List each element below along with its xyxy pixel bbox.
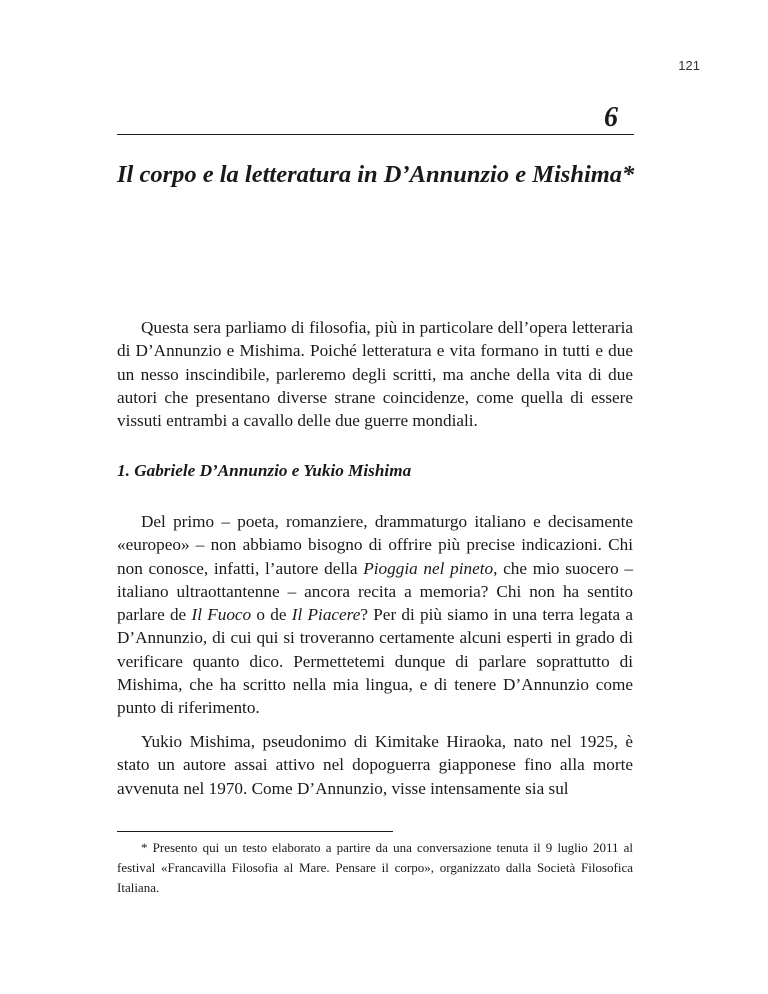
paragraph-dannunzio [117, 510, 633, 720]
chapter-rule [117, 134, 634, 135]
work-title-piacere: Il Piacere [291, 605, 361, 625]
paragraph-text: , che mio suocero – italiano ultraottantenne – ancora recita a memoria? Chi non ha sentito parlare de [117, 558, 633, 625]
work-title-fuoco: Il Fuoco [191, 605, 252, 625]
footnote-rule [117, 831, 393, 832]
paragraph-text: o de [251, 605, 292, 625]
footnote: * Presento qui un testo elaborato a partire da una conversazione tenuta il 9 luglio 2011 al festival «Francavilla Filosofia al Mare. Pensare il corpo», organizzato dalla Società Filosofica Italiana. [117, 840, 633, 895]
page-number: 121 [678, 58, 700, 73]
paragraph-text: Del primo – poeta, romanziere, drammaturgo italiano e decisamente «europeo» – non abbiamo bisogno di offrire più precise indicazioni. Chi non conosce, infatti, l’autore della [117, 512, 633, 578]
paragraph-mishima: Yukio Mishima, pseudonimo di Kimitake Hiraoka, nato nel 1925, è stato un autore assai attivo nel dopoguerra giapponese fino alla morte avvenuta nel 1970. Come D’Annunzio, visse intensamente sia sul [117, 732, 633, 798]
section-heading: 1. Gabriele D’Annunzio e Yukio Mishima [117, 461, 412, 480]
paragraph-intro: Questa sera parliamo di filosofia, più in particolare dell’opera letteraria di D’Annunzio e Mishima. Poiché letteratura e vita formano in tutti e due un nesso inscindibile, parleremo degli scritti, ma anche della vita di due autori che presentano diverse strane coincidenze, come quella di essere vissuti entrambi a cavallo delle due guerre mondiali. [117, 318, 633, 431]
chapter-title: Il corpo e la letteratura in D’Annunzio e Mishima* [117, 161, 635, 188]
chapter-number: 6 [604, 102, 618, 133]
paragraph-text: ? Per di più siamo in una terra legata a D’Annunzio, di cui qui si troveranno certamente alcuni esperti in grado di verificare quanto dico. Permettetemi dunque di parlare soprattutto di Mishima, che ha scritto nella mia lingua, e di tenere D’Annunzio come punto di riferimento. [117, 605, 633, 718]
work-title-pioggia: Pioggia nel pineto [363, 558, 494, 578]
